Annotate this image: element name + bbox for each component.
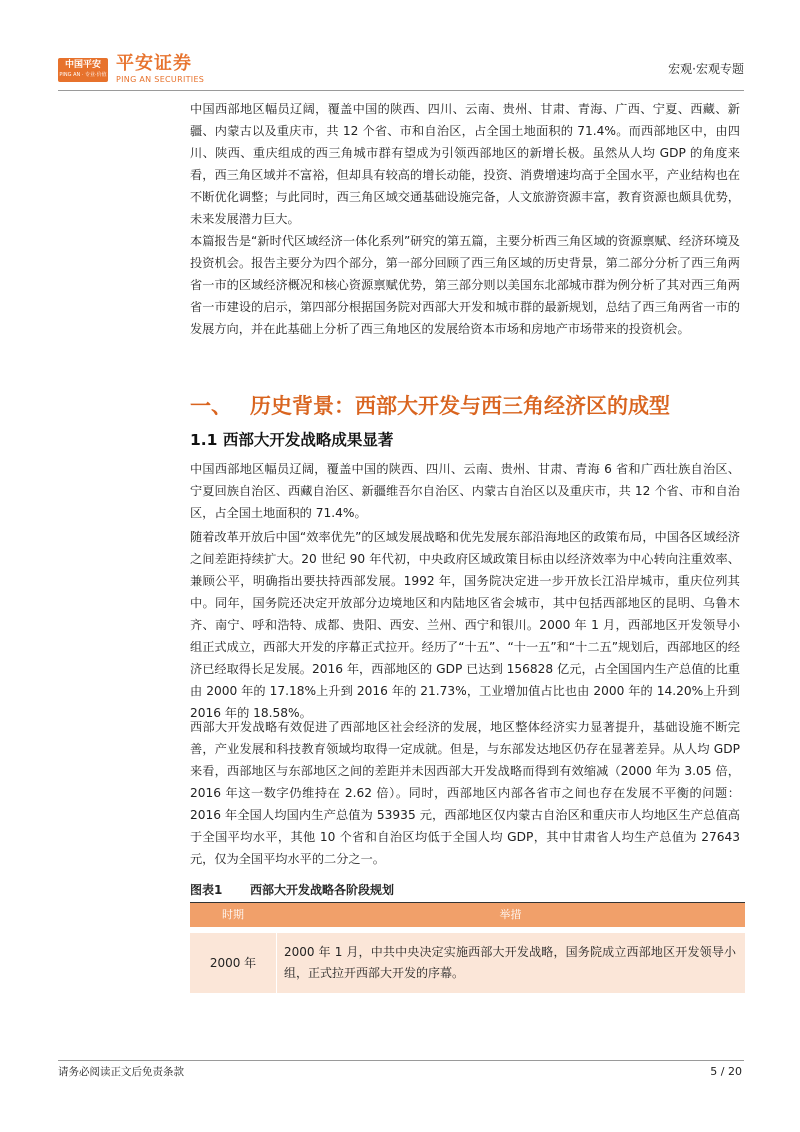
section-number: 一、 bbox=[190, 394, 232, 418]
table-header-period: 时期 bbox=[222, 908, 244, 921]
body-paragraph-2: 随着改革开放后中国“效率优先”的区域发展战略和优先发展东部沿海地区的政策布局，中国各区域经济之间差距持续扩大。20 世纪 90 年代初，中央政府区域政策目标由以经济效率为中心转向注重效率、兼顾公平，明确指出要扶持西部发展。1992 年，国务院决定进一步开放长江沿岸城市，重庆位列其中。同年，国务院还决定开放部分边境地区和内陆地区省会城市，其中包括西部地区的昆明、乌鲁木齐、南宁、呼和浩特、成都、贵阳、西安、兰州、西宁和银川。2000 年 1 月，西部地区开发领导小组正式成立，西部大开发的序幕正式拉开。经历了“十五”、“十一五”和“十二五”规划后，西部地区的经济已经取得长足发展。2016 年，西部地区的 GDP 已达到 156828 亿元，占全国国内生产总值的比重由 2000 年的 17.18%上升到 2016 年的 21.73%，工业增加值占比也由 2000 年的 14.20%上升到 2016 年的 18.58%。 bbox=[190, 530, 740, 720]
subsection-heading: 1.1 西部大开发战略成果显著 bbox=[190, 431, 394, 449]
logo-text-cn: 中国平安 bbox=[64, 60, 101, 70]
section-title: 历史背景：西部大开发与西三角经济区的成型 bbox=[250, 394, 670, 418]
intro-paragraph-1: 中国西部地区幅员辽阔，覆盖中国的陕西、四川、云南、贵州、甘肃、青海、广西、宁夏、西藏、新疆、内蒙古以及重庆市，共 12 个省、市和自治区，占全国土地面积的 71.4%。而西部地区中，由四川、陕西、重庆组成的西三角城市群有望成为引领西部地区的新增长极。虽然从人均 GDP 的角度来看，西三角区域并不富裕，但却具有较高的增长动能，投资、消费增速均高于全国水平，产业结构也在不断优化调整；与此同时，西三角区域交通基础设施完备，人文旅游资源丰富，教育资源也颇具优势，未来发展潜力巨大。 bbox=[190, 102, 740, 226]
table-label: 图表1 bbox=[190, 883, 223, 897]
table-header-measure: 举措 bbox=[499, 908, 522, 921]
ping-an-logo bbox=[58, 58, 108, 82]
table-header-row bbox=[190, 903, 745, 927]
table-cell-period: 2000 年 bbox=[190, 933, 277, 993]
section-heading bbox=[190, 386, 740, 426]
brand-name-en: PING AN SECURITIES bbox=[116, 75, 205, 84]
body-paragraph-3: 西部大开发战略有效促进了西部地区社会经济的发展，地区整体经济实力显著提升，基础设施不断完善，产业发展和科技教育领域均取得一定成就。但是，与东部发达地区仍存在显著差异。从人均 GDP 来看，西部地区与东部地区之间的差距并未因西部大开发战略而得到有效缩减（2000 年为 3.05 倍，2016 年这一数字仍维持在 2.62 倍）。同时，西部地区内部各省市之间也存在发展不平衡的问题：2016 年全国人均国内生产总值为 53935 元，西部地区仅内蒙古自治区和重庆市人均地区生产总值高于全国平均水平，其他 10 个省和自治区均低于全国人均 GDP，其中甘肃省人均生产总值为 27643 元，仅为全国平均水平的二分之一。 bbox=[190, 720, 740, 866]
table-title: 西部大开发战略各阶段规划 bbox=[250, 883, 395, 897]
brand-name-cn: 平安证券 bbox=[116, 53, 192, 74]
footer-divider bbox=[58, 1060, 744, 1061]
header-divider bbox=[58, 90, 744, 91]
section-tag: 宏观·宏观专题 bbox=[668, 62, 744, 76]
page-number: 5 / 20 bbox=[710, 1065, 742, 1078]
table-caption bbox=[190, 880, 745, 903]
table-row bbox=[190, 933, 745, 993]
page-header bbox=[58, 50, 744, 90]
footer-disclaimer: 请务必阅读正文后免责条款 bbox=[58, 1066, 184, 1078]
table-cell-measure: 2000 年 1 月，中共中央决定实施西部大开发战略，国务院成立西部地区开发领导小组，正式拉开西部大开发的序幕。 bbox=[284, 945, 736, 980]
body-paragraph-1: 中国西部地区幅员辽阔，覆盖中国的陕西、四川、云南、贵州、甘肃、青海 6 省和广西壮族自治区、宁夏回族自治区、西藏自治区、新疆维吾尔自治区、内蒙古自治区以及重庆市，共 12 个省、市和自治区，占全国土地面积的 71.4%。 bbox=[190, 462, 740, 520]
logo-text-en: PING AN · 专业·价值 bbox=[59, 72, 107, 78]
intro-paragraph-2: 本篇报告是“新时代区域经济一体化系列”研究的第五篇，主要分析西三角区域的资源禀赋、经济环境及投资机会。报告主要分为四个部分，第一部分回顾了西三角区域的历史背景，第二部分分析了西三角两省一市的区域经济概况和核心资源禀赋优势，第三部分则以美国东北部城市群为例分析了其对西三角两省一市建设的启示，第四部分根据国务院对西部大开发和城市群的最新规划，总结了西三角两省一市的发展方向，并在此基础上分析了西三角地区的发展给资本市场和房地产市场带来的投资机会。 bbox=[190, 234, 740, 336]
